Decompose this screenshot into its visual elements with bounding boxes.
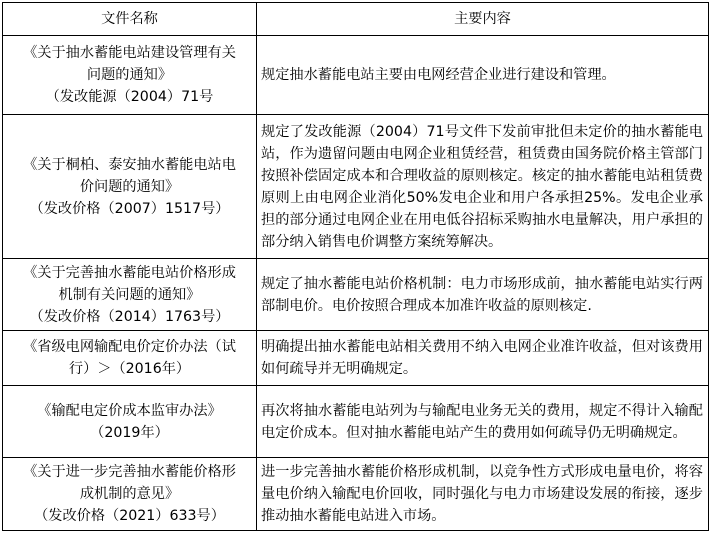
main-content-cell: 规定了发改能源（2004）71号文件下发前审批但未定价的抽水蓄能电站，作为遗留问题由电网企业租赁经营，租赁费由国务院价格主管部门按照补偿固定成本和合理收益的原则核定。核定的抽水蓄能电站租赁费原则上由电网企业消化50%发电企业和用户各承担25%。发电企业承担的部分通过电网企业在用电低谷招标采购抽水电量解决，用户承担的部分纳入销售电价调整方案统筹解决。: [257, 115, 709, 259]
file-name-line: 《关于抽水蓄能电站建设管理有关: [23, 45, 236, 61]
file-name-line: 行）＞（2016年）: [68, 361, 191, 377]
file-name-line: 《省级电网输配电价定价办法（试: [23, 339, 236, 355]
header-file-name: 文件名称: [3, 3, 257, 36]
main-content-cell: 进一步完善抽水蓄能价格形成机制，以竞争性方式形成电量电价，将容量电价纳入输配电价回收，同时强化与电力市场建设发展的衔接，逐步推动抽水蓄能电站进入市场。: [257, 458, 709, 531]
main-content-cell: 再次将抽水蓄能电站列为与输配电业务无关的费用，规定不得计入输配电定价成本。但对抽水蓄能电站产生的费用如何疏导仍无明确规定。: [257, 386, 709, 458]
file-name-cell: [3, 259, 257, 331]
main-content-cell: 明确提出抽水蓄能电站相关费用不纳入电网企业准许收益，但对该费用如何疏导并无明确规定。: [257, 331, 709, 386]
file-name-line: 《输配电定价成本监审办法》: [37, 402, 222, 419]
file-name-line: （发改价格（2007）1517号）: [29, 200, 230, 217]
main-content-cell: 规定了抽水蓄能电站价格机制：电力市场形成前，抽水蓄能电站实行两部制电价。电价按照合理成本加准许收益的原则核定.: [257, 259, 709, 331]
file-name-line: 《关于进一步完善抽水蓄能价格形: [23, 464, 236, 480]
file-name-line: （发改价格（2021）633号）: [34, 508, 225, 524]
file-name-line: 机制有关问题的通知》: [58, 286, 201, 303]
header-main-content: 主要内容: [257, 3, 709, 36]
file-name-cell: [3, 386, 257, 458]
policy-table: [2, 2, 709, 531]
file-name-cell: [3, 115, 257, 259]
file-name-line: （2019年）: [90, 424, 169, 441]
table-row: [3, 36, 709, 115]
file-name-cell: [3, 458, 257, 531]
file-name-line: 《关于桐柏、泰安抽水蓄能电站电: [23, 156, 236, 173]
file-name-line: 价问题的通知》: [79, 178, 180, 195]
file-name-line: （发改能源（2004）71号: [45, 89, 214, 105]
file-name-cell: [3, 36, 257, 115]
table-row: [3, 458, 709, 531]
file-name-cell: [3, 331, 257, 386]
table-row: [3, 386, 709, 458]
table-header-row: [3, 3, 709, 36]
file-name-line: 成机制的意见》: [79, 486, 180, 502]
table-row: [3, 331, 709, 386]
file-name-line: 《关于完善抽水蓄能电站价格形成: [23, 264, 236, 281]
table-row: [3, 115, 709, 259]
file-name-line: 问题的通知》: [86, 67, 173, 83]
table-row: [3, 259, 709, 331]
main-content-cell: 规定抽水蓄能电站主要由电网经营企业进行建设和管理。: [257, 36, 709, 115]
file-name-line: （发改价格（2014）1763号）: [29, 308, 230, 325]
